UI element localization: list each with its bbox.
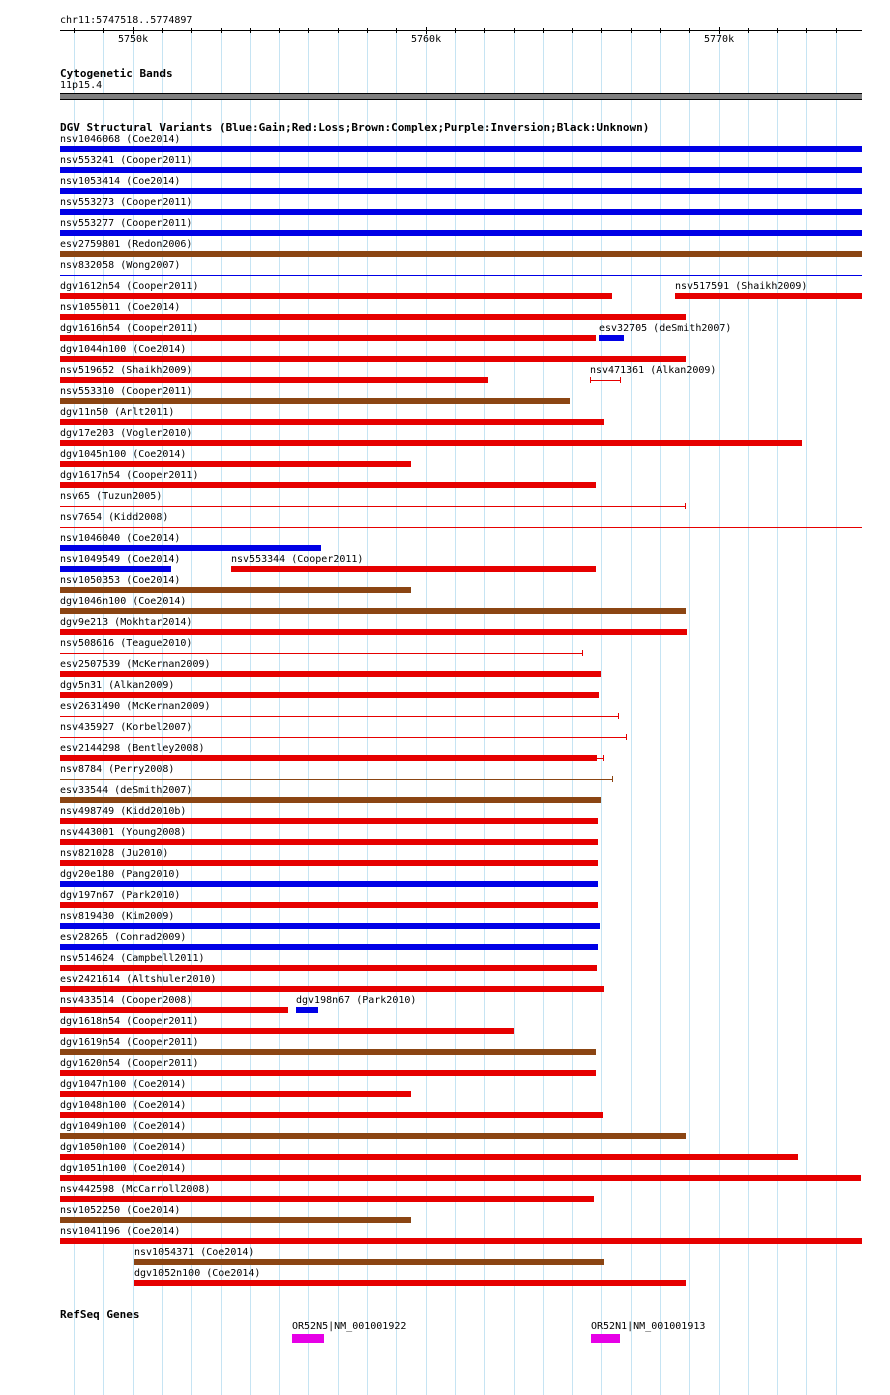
variant-label[interactable]: nsv1050353 (Coe2014) [60,575,181,586]
variant-bar[interactable] [231,566,596,572]
variant-endcap [620,377,621,383]
variant-bar[interactable] [60,482,596,488]
gene-bar[interactable] [591,1334,620,1343]
variant-startcap [590,377,591,383]
variant-label[interactable]: dgv1051n100 (Coe2014) [60,1163,187,1174]
variant-bar[interactable] [60,1217,411,1223]
variant-bar[interactable] [60,881,598,887]
variant-bar[interactable] [60,146,862,152]
variant-bar[interactable] [60,251,862,257]
gene-label[interactable]: OR52N5|NM_001001922 [292,1321,407,1332]
variant-label[interactable]: nsv443001 (Young2008) [60,827,187,838]
variant-endcap [612,776,613,782]
variant-line[interactable] [60,737,626,738]
variant-bar[interactable] [60,167,862,173]
variant-line[interactable] [60,716,618,717]
variant-bar[interactable] [60,1175,861,1181]
variant-label[interactable]: dgv1047n100 (Coe2014) [60,1079,187,1090]
variant-label[interactable]: esv2421614 (Altshuler2010) [60,974,217,985]
variant-bar[interactable] [60,398,570,404]
ruler-tick [426,27,427,34]
variant-label[interactable]: esv33544 (deSmith2007) [60,785,193,796]
variant-label[interactable]: nsv1052250 (Coe2014) [60,1205,181,1216]
region-label: chr11:5747518..5774897 [60,15,193,26]
variant-bar[interactable] [60,797,601,803]
variant-label[interactable]: dgv1617n54 (Cooper2011) [60,470,199,481]
variant-bar[interactable] [60,902,598,908]
variant-label[interactable]: dgv20e180 (Pang2010) [60,869,181,880]
variant-bar[interactable] [60,209,862,215]
variant-label[interactable]: nsv8784 (Perry2008) [60,764,175,775]
variant-label[interactable]: esv2507539 (McKernan2009) [60,659,211,670]
ruler-tick [836,28,837,33]
variant-label[interactable]: nsv1053414 (Coe2014) [60,176,181,187]
variant-endcap [685,503,686,509]
variant-bar[interactable] [60,608,686,614]
ruler-tick [338,28,339,33]
variant-label[interactable]: nsv819430 (Kim2009) [60,911,175,922]
variant-label[interactable]: dgv5n31 (Alkan2009) [60,680,175,691]
variant-label[interactable]: esv2144298 (Bentley2008) [60,743,205,754]
ruler-tick [689,28,690,33]
variant-bar[interactable] [60,860,598,866]
variant-bar[interactable] [60,545,321,551]
variant-bar[interactable] [60,986,604,992]
variant-label[interactable]: nsv1041196 (Coe2014) [60,1226,181,1237]
variant-label[interactable]: dgv198n67 (Park2010) [296,995,417,1006]
cytoband-label: 11p15.4 [60,80,103,91]
gene-label[interactable]: OR52N1|NM_001001913 [591,1321,706,1332]
variant-line[interactable] [60,653,582,654]
variant-line[interactable] [60,275,862,276]
variant-bar[interactable] [60,923,600,929]
variant-bar[interactable] [60,818,598,824]
gene-bar[interactable] [292,1334,324,1343]
variant-bar[interactable] [60,671,601,677]
variant-bar[interactable] [60,629,687,635]
ruler-tick [133,27,134,34]
variant-label[interactable]: nsv1054371 (Coe2014) [134,1247,255,1258]
variant-label[interactable]: dgv17e203 (Vogler2010) [60,428,193,439]
variant-label[interactable]: dgv1046n100 (Coe2014) [60,596,187,607]
variant-bar[interactable] [675,293,862,299]
variant-label[interactable]: nsv519652 (Shaikh2009) [60,365,193,376]
variant-label[interactable]: nsv1046068 (Coe2014) [60,134,181,145]
variant-bar[interactable] [60,944,598,950]
ruler-tick [74,28,75,33]
variant-bar[interactable] [60,461,411,467]
ruler-tick [514,28,515,33]
ruler-tick [660,28,661,33]
variant-label[interactable]: nsv821028 (Ju2010) [60,848,169,859]
variant-bar[interactable] [60,755,597,761]
ruler-tick [162,28,163,33]
ruler-tick [484,28,485,33]
variant-label[interactable]: nsv514624 (Campbell2011) [60,953,205,964]
ruler-tick [719,27,720,34]
variant-bar[interactable] [60,293,612,299]
variant-label[interactable]: dgv1618n54 (Cooper2011) [60,1016,199,1027]
variant-label[interactable]: nsv517591 (Shaikh2009) [675,281,808,292]
variant-line[interactable] [590,380,620,381]
variant-label[interactable]: nsv1049549 (Coe2014) [60,554,181,565]
variant-label[interactable]: nsv65 (Tuzun2005) [60,491,163,502]
variant-endcap [582,650,583,656]
variant-bar[interactable] [60,1091,411,1097]
variant-label[interactable]: nsv508616 (Teague2010) [60,638,193,649]
ruler-tick [367,28,368,33]
ruler-tick-label: 5760k [411,34,442,45]
variant-label[interactable]: esv28265 (Conrad2009) [60,932,187,943]
ruler-tick [543,28,544,33]
ruler-tick [396,28,397,33]
variant-bar[interactable] [599,335,624,341]
variant-label[interactable]: nsv553344 (Cooper2011) [231,554,364,565]
variant-bar[interactable] [60,1007,288,1013]
variant-label[interactable]: esv32705 (deSmith2007) [599,323,732,334]
ruler-tick [279,28,280,33]
variant-label[interactable]: dgv197n67 (Park2010) [60,890,181,901]
variant-label[interactable]: nsv1055011 (Coe2014) [60,302,181,313]
variant-label[interactable]: dgv1619n54 (Cooper2011) [60,1037,199,1048]
variant-bar[interactable] [60,1196,594,1202]
variant-label[interactable]: esv2759801 (Redon2006) [60,239,193,250]
variant-bar[interactable] [60,965,597,971]
variant-label[interactable]: esv2631490 (McKernan2009) [60,701,211,712]
variant-bar[interactable] [60,230,862,236]
variant-label[interactable]: dgv9e213 (Mokhtar2014) [60,617,193,628]
variant-label[interactable]: nsv553310 (Cooper2011) [60,386,193,397]
variant-line[interactable] [60,779,612,780]
ruler-axis [60,30,862,31]
variant-label[interactable]: dgv1044n100 (Coe2014) [60,344,187,355]
ruler-tick [748,28,749,33]
variant-bar[interactable] [60,839,598,845]
variant-bar[interactable] [60,1028,514,1034]
variant-label[interactable]: nsv553273 (Cooper2011) [60,197,193,208]
variant-line[interactable] [60,527,862,528]
variant-bar[interactable] [60,692,599,698]
variant-bar[interactable] [134,1280,686,1286]
variant-endcap [603,755,604,761]
variant-bar[interactable] [60,314,686,320]
ruler-tick [572,28,573,33]
variant-bar[interactable] [60,188,862,194]
variant-bar[interactable] [60,1154,798,1160]
variant-bar[interactable] [60,1049,596,1055]
variant-bar[interactable] [60,335,596,341]
variant-bar[interactable] [60,356,686,362]
cytoband-bar[interactable] [60,93,862,100]
ruler-tick [631,28,632,33]
ruler-tick [455,28,456,33]
variant-bar[interactable] [60,1112,603,1118]
variant-label[interactable]: dgv1620n54 (Cooper2011) [60,1058,199,1069]
variant-endcap [618,713,619,719]
variant-label[interactable]: nsv471361 (Alkan2009) [590,365,717,376]
variant-bar[interactable] [60,1238,862,1244]
ruler-tick-label: 5770k [704,34,735,45]
variant-line[interactable] [60,506,685,507]
ruler-tick [308,28,309,33]
ruler-tick [191,28,192,33]
variant-bar[interactable] [134,1259,604,1265]
variant-label[interactable]: dgv1052n100 (Coe2014) [134,1268,261,1279]
variant-bar[interactable] [60,377,488,383]
variant-bar[interactable] [60,587,411,593]
variant-bar[interactable] [60,440,802,446]
variant-label[interactable]: nsv1046040 (Coe2014) [60,533,181,544]
ruler-tick [103,28,104,33]
variant-label[interactable]: nsv498749 (Kidd2010b) [60,806,187,817]
refseq-track-title: RefSeq Genes [60,1308,140,1321]
ruler-tick [601,28,602,33]
ruler-tick [250,28,251,33]
variant-bar[interactable] [60,1070,596,1076]
variant-label[interactable]: dgv1045n100 (Coe2014) [60,449,187,460]
variant-label[interactable]: nsv433514 (Cooper2008) [60,995,193,1006]
variant-label[interactable]: nsv7654 (Kidd2008) [60,512,169,523]
ruler-tick [806,28,807,33]
cytoband-track-title: Cytogenetic Bands [60,67,173,80]
ruler-tick [777,28,778,33]
variant-label[interactable]: dgv1612n54 (Cooper2011) [60,281,199,292]
variant-endcap [626,734,627,740]
variant-label[interactable]: nsv435927 (Korbel2007) [60,722,193,733]
variant-label[interactable]: nsv442598 (McCarroll2008) [60,1184,211,1195]
variant-label[interactable]: dgv1048n100 (Coe2014) [60,1100,187,1111]
variant-label[interactable]: dgv1050n100 (Coe2014) [60,1142,187,1153]
variant-bar[interactable] [296,1007,318,1013]
variant-label[interactable]: nsv553241 (Cooper2011) [60,155,193,166]
ruler-tick-label: 5750k [118,34,149,45]
variant-label[interactable]: dgv11n50 (Arlt2011) [60,407,175,418]
dgv-track-title: DGV Structural Variants (Blue:Gain;Red:Loss;Brown:Complex;Purple:Inversion;Black:Unknown) [60,121,650,134]
variant-bar[interactable] [60,566,171,572]
variant-label[interactable]: dgv1616n54 (Cooper2011) [60,323,199,334]
ruler-tick [221,28,222,33]
variant-bar[interactable] [60,1133,686,1139]
variant-label[interactable]: nsv553277 (Cooper2011) [60,218,193,229]
variant-bar[interactable] [60,419,604,425]
variant-label[interactable]: nsv832058 (Wong2007) [60,260,181,271]
variant-label[interactable]: dgv1049n100 (Coe2014) [60,1121,187,1132]
